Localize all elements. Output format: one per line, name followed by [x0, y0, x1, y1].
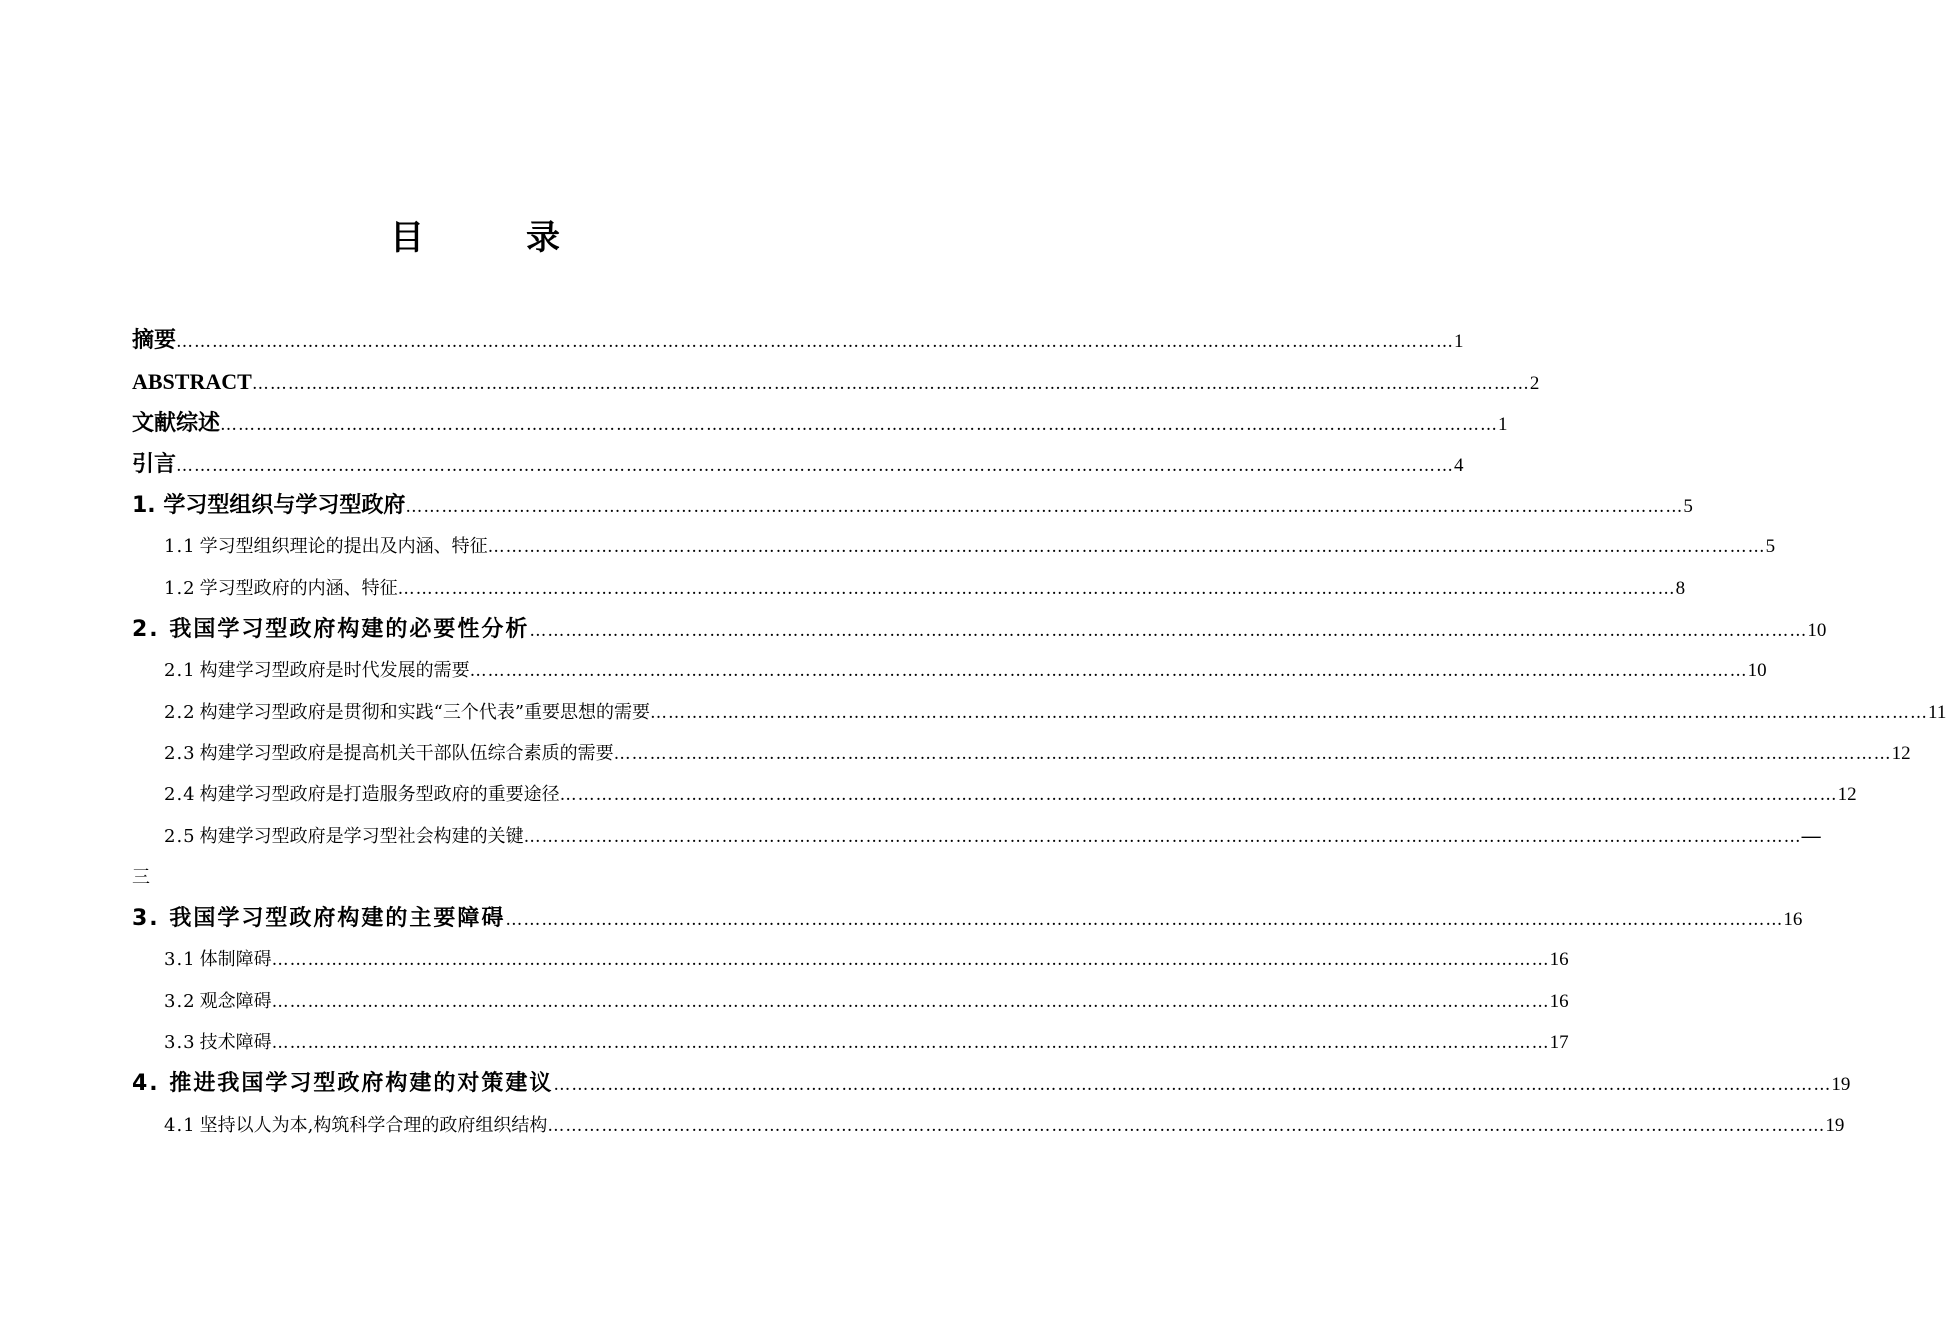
- toc-entry-text: 三: [132, 866, 150, 888]
- toc-section-number: 3.2: [164, 990, 196, 1012]
- toc-entry-chapter-1[interactable]: [132, 485, 1693, 526]
- dot-leader: ……………………………………………………………………………………………………………………………………………………………………………………………: [271, 1033, 1550, 1054]
- dot-leader: ……………………………………………………………………………………………………………………………………………………………………………………………: [559, 785, 1838, 806]
- toc-entry-text: 2. 我国学习型政府构建的必要性分析: [132, 617, 530, 643]
- toc-section-number: 3.3: [164, 1032, 196, 1054]
- toc-entry-section-2-4[interactable]: [132, 774, 1857, 815]
- dot-leader: ……………………………………………………………………………………………………………………………………………………………………………………………: [251, 374, 1530, 395]
- toc-entry-section-4-1[interactable]: [132, 1105, 1845, 1146]
- dot-leader: ……………………………………………………………………………………………………………………………………………………………………………………………: [523, 826, 1802, 847]
- toc-entry-text: 1. 学习型组织与学习型政府: [132, 493, 406, 519]
- toc-wrapped-page-number: [132, 857, 846, 898]
- dot-leader: ……………………………………………………………………………………………………………………………………………………………………………………………: [613, 743, 1892, 764]
- toc-entry-text: 观念障碍: [199, 990, 272, 1012]
- toc-entry-text: 3. 我国学习型政府构建的主要障碍: [132, 906, 506, 932]
- dot-leader: ……………………………………………………………………………………………………………………………………………………………………………………………: [271, 991, 1550, 1012]
- dot-leader: ……………………………………………………………………………………………………………………………………………………………………………………………: [505, 910, 1784, 931]
- dot-leader: ……………………………………………………………………………………………………………………………………………………………………………………………: [405, 497, 1684, 518]
- toc-page-number: 10: [1747, 660, 1767, 682]
- toc-entry-section-2-5[interactable]: [132, 816, 1821, 857]
- toc-entry-section-1-1[interactable]: [132, 526, 1776, 567]
- toc-entry-text: 4. 推进我国学习型政府构建的对策建议: [132, 1071, 554, 1097]
- toc-entry-text: 引言: [132, 451, 177, 477]
- toc-page-number: 5: [1683, 496, 1693, 518]
- toc-page-number: 16: [1549, 949, 1569, 971]
- toc-entry-introduction[interactable]: [132, 444, 1464, 485]
- toc-page-number: 8: [1675, 577, 1686, 599]
- toc-entry-text: 学习型组织理论的提出及内涵、特征: [199, 536, 488, 558]
- toc-section-number: 1.1: [164, 536, 196, 558]
- toc-entry-section-3-1[interactable]: [132, 939, 1569, 980]
- toc-entry-chapter-2[interactable]: [132, 609, 1827, 650]
- toc-entry-abstract-en[interactable]: [132, 361, 1540, 402]
- toc-entry-text: 摘要: [132, 328, 177, 353]
- toc-entry-text: 构建学习型政府是提高机关干部队伍综合素质的需要: [199, 742, 614, 764]
- toc-entry-text: 文献综述: [132, 410, 221, 436]
- toc-entry-text: 构建学习型政府是时代发展的需要: [199, 660, 470, 682]
- toc-entry-section-3-3[interactable]: [132, 1022, 1569, 1063]
- dot-leader: ……………………………………………………………………………………………………………………………………………………………………………………………: [220, 414, 1499, 435]
- toc-page-number: 17: [1549, 1032, 1569, 1054]
- toc-section-number: 2.2: [164, 701, 196, 723]
- toc-page-number: 1: [1454, 331, 1464, 352]
- toc-entry-text: 构建学习型政府是打造服务型政府的重要途径: [199, 784, 560, 806]
- toc-entry-section-2-1[interactable]: [132, 650, 1767, 691]
- dot-leader: ……………………………………………………………………………………………………………………………………………………………………………………………: [271, 950, 1550, 971]
- toc-page-number: 16: [1783, 909, 1803, 931]
- toc-page-number: 19: [1831, 1074, 1851, 1096]
- toc-entry-section-1-2[interactable]: [132, 568, 1686, 609]
- toc-section-number: 3.1: [164, 949, 196, 971]
- toc-entry-chapter-4[interactable]: [132, 1063, 1851, 1104]
- toc-section-number: 2.5: [164, 825, 196, 847]
- toc-entry-text: 坚持以人为本,构筑科学合理的政府组织结构: [199, 1114, 548, 1136]
- toc-section-number: 4.1: [164, 1114, 196, 1136]
- toc-entry-text: 体制障碍: [199, 949, 272, 971]
- toc-page-number: 4: [1454, 454, 1464, 476]
- dot-leader: ……………………………………………………………………………………………………………………………………………………………………………………………: [650, 702, 1929, 723]
- dot-leader: ……………………………………………………………………………………………………………………………………………………………………………………………: [176, 332, 1455, 352]
- toc-page-number: 1: [1498, 413, 1508, 435]
- toc-title: 目 录: [390, 218, 594, 258]
- toc-page-number: 10: [1807, 620, 1827, 642]
- toc-section-number: 2.4: [164, 784, 196, 806]
- toc-section-number: 1.2: [164, 577, 196, 599]
- toc-section-number: 2.3: [164, 742, 196, 764]
- dot-leader: ……………………………………………………………………………………………………………………………………………………………………………………………: [553, 1075, 1832, 1096]
- toc-page-number: 12: [1837, 784, 1857, 806]
- toc-section-number: 2.1: [164, 660, 196, 682]
- dot-leader: ……………………………………………………………………………………………………………………………………………………………………………………………: [547, 1115, 1826, 1136]
- toc-entry-section-3-2[interactable]: [132, 981, 1569, 1022]
- toc-entry-literature-review[interactable]: [132, 403, 1508, 444]
- dot-leader: ……………………………………………………………………………………………………………………………………………………………………………………………: [176, 455, 1455, 476]
- toc-page-number: 5: [1765, 536, 1776, 558]
- toc-entry-text: 学习型政府的内涵、特征: [199, 577, 398, 599]
- toc-entry-section-2-2[interactable]: [132, 692, 1946, 733]
- toc-page-number: —: [1801, 825, 1821, 847]
- toc-page-number: 2: [1529, 373, 1540, 395]
- table-of-contents: [132, 320, 1946, 1146]
- dot-leader: ……………………………………………………………………………………………………………………………………………………………………………………………: [529, 621, 1808, 642]
- toc-page-number: 19: [1825, 1114, 1845, 1136]
- toc-entry-text: 构建学习型政府是贯彻和实践“三个代表”重要思想的需要: [199, 701, 651, 723]
- toc-page-number: 12: [1891, 742, 1911, 764]
- dot-leader: ……………………………………………………………………………………………………………………………………………………………………………………………: [487, 537, 1766, 558]
- toc-entry-chapter-3[interactable]: [132, 898, 1803, 939]
- toc-entry-text: ABSTRACT: [132, 369, 252, 395]
- toc-entry-section-2-3[interactable]: [132, 733, 1911, 774]
- toc-entry-text: 构建学习型政府是学习型社会构建的关键: [199, 825, 524, 847]
- dot-leader: ……………………………………………………………………………………………………………………………………………………………………………………………: [469, 661, 1748, 682]
- toc-page-number: 11: [1928, 701, 1946, 723]
- toc-page-number: 16: [1549, 990, 1569, 1012]
- toc-entry-abstract-cn[interactable]: [132, 320, 1464, 361]
- toc-entry-text: 技术障碍: [199, 1032, 272, 1054]
- dot-leader: ……………………………………………………………………………………………………………………………………………………………………………………………: [397, 578, 1676, 599]
